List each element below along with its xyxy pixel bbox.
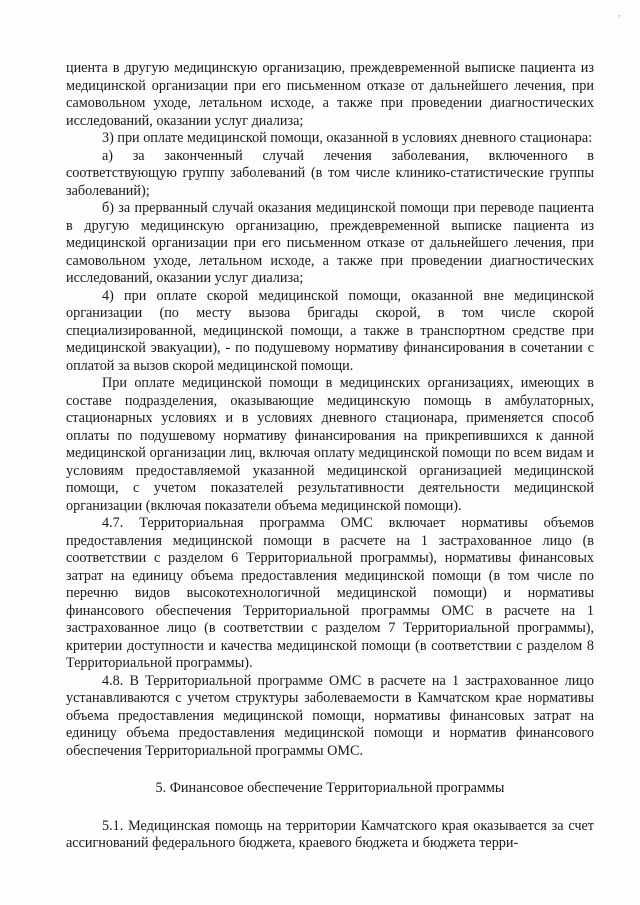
page-mark: ' <box>618 14 620 25</box>
paragraph-item-a: а) за законченный случай лечения заболевания, включенного в соответствующую группу заболеваний (в том числе клинико-статистические группы заболеваний); <box>66 147 594 199</box>
paragraph-continuation: циента в другую медицинскую организацию, преждевременной выписке пациента из медицинской организации при его письменном отказе от дальнейшего лечения, при самовольном уходе, летальном исходе, а также при проведении диагностических исследований, оказании услуг диализа; <box>66 60 594 129</box>
paragraph-payment-note: При оплате медицинской помощи в медицинских организациях, имеющих в составе подразделения, оказывающие медицинскую помощь в амбулаторных, стационарных условиях и в условиях дневного стационара, применяется способ оплаты по подушевому нормативу финансирования на прикрепившихся к данной медицинской организации лиц, включая оплату медицинской помощи по всем видам и условиям предоставляемой указанной медицинской организацией медицинской помощи, с учетом показателей результативности деятельности медицинской организации (включая показатели объема медицинской помощи). <box>66 375 594 514</box>
paragraph-item-3: 3) при оплате медицинской помощи, оказанной в условиях дневного стационара: <box>102 130 593 146</box>
document-body <box>66 60 594 853</box>
paragraph-item-b: б) за прерванный случай оказания медицинской помощи при переводе пациента в другую медицинскую организацию, преждевременной выписке пациента из медицинской организации при его письменном отказе от дальнейшего лечения, при самовольном уходе, летальном исходе, а также при проведении диагностических исследований, оказании услуг диализа; <box>66 200 594 286</box>
paragraph-5-1: 5.1. Медицинская помощь на территории Камчатского края оказывается за счет ассигнований федерального бюджета, краевого бюджета и бюджета терри- <box>66 817 594 851</box>
paragraph-4-7: 4.7. Территориальная программа ОМС включает нормативы объемов предоставления медицинской помощи в расчете на 1 застрахованное лицо (в соответствии с разделом 6 Территориальной программы), нормативы финансовых затрат на единицу объема предоставления медицинской помощи (в том числе по перечню видов высокотехнологичной медицинской помощи) и нормативы финансового обеспечения Территориальной программы ОМС в расчете на 1 застрахованное лицо (в соответствии с разделом 7 Территориальной программы), критерии доступности и качества медицинской помощи (в соответствии с разделом 8 Территориальной программы). <box>66 515 594 671</box>
paragraph-4-8: 4.8. В Территориальной программе ОМС в расчете на 1 застрахованное лицо устанавливаются с учетом структуры заболеваемости в Камчатском крае нормативы объема предоставления медицинской помощи, нормативы финансовых затрат на единицу объема предоставления медицинской помощи и норматив финансового обеспечения Территориальной программы ОМС. <box>66 672 594 759</box>
paragraph-item-4: 4) при оплате скорой медицинской помощи, оказанной вне медицинской организации (по месту вызова бригады скорой, в том числе скорой специализированной, медицинской помощи, а также в транспортном средстве при медицинской эвакуации), - по подушевому нормативу финансирования в сочетании с оплатой за вызов скорой медицинской помощи. <box>66 287 594 374</box>
section-heading: 5. Финансовое обеспечение Территориальной программы <box>155 780 505 796</box>
